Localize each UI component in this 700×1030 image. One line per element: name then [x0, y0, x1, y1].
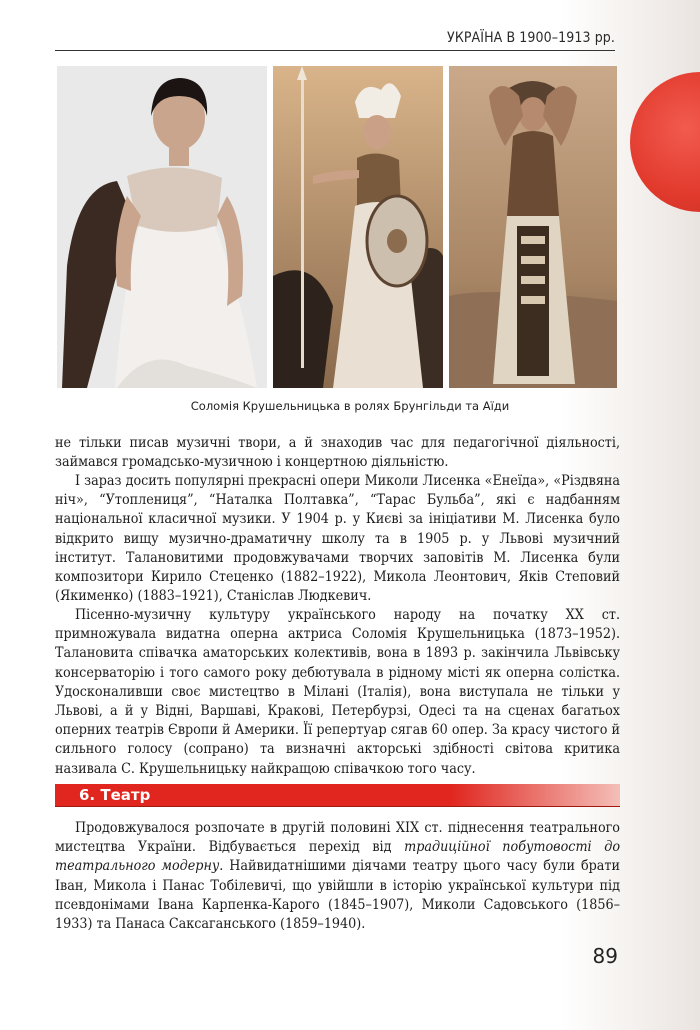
photo-aida-role	[449, 66, 617, 388]
decorative-red-disc	[630, 72, 700, 212]
paragraph-krushelnytska: Пісенно-музичну культуру українського народу на початку ХХ ст. примножувала видатна оперна актриса Соломія Крушельницька (1873–1952). Талановита співачка аматорських колективів, вона в 1893 р. закінчила Львівську консерваторію і того самого року дебютувала в рідному місті як оперна солістка. Удосконаливши своє мистецтво в Мілані (Італія), вона виступала не тільки у Львові, а й у Відні, Варшаві, Кракові, Петербурзі, Одесі та на сценах багатьох оперних театрів Європи й Америки. Її репертуар сягав 60 опер. За красу чистого й сильного голосу (сопрано) та визначні акторські здібності світова критика називала С. Крушельницьку найкращою співачкою того часу.	[55, 607, 620, 777]
running-head: УКРАЇНА В 1900–1913 рр.	[447, 30, 615, 46]
photo-portrait-seated	[57, 66, 267, 388]
paragraph-continuation: не тільки писав музичні твори, а й знаходив час для педагогічної діяльності, займався громадсько-музичною і концертною діяльністю.	[55, 435, 620, 471]
paragraph-theatre-part-a: Продовжувалося розпочате в другій половині ХІХ ст. піднесення театрального мистецтва України. Відбувається перехід від	[55, 820, 620, 856]
photo-brunhilde-role	[273, 66, 443, 388]
header-rule	[55, 50, 615, 51]
page-number: 89	[592, 944, 618, 968]
photo-figure	[57, 66, 617, 388]
paragraph-theatre-italic: традиційної побутовості до театрального модерну	[55, 839, 621, 875]
paragraph-theatre	[55, 819, 620, 934]
figure-caption: Соломія Крушельницька в ролях Брунгільди та Аїди	[190, 399, 510, 413]
section-title: 6. Театр	[79, 786, 151, 804]
paragraph-theatre-part-b: . Найвидатнішими діячами театру цього часу були брати Іван, Микола і Панас Тобілевичі, що увійшли в історію української культури під псевдонімами Івана Карпенка-Карого (1845–1907), Миколи Садовського (1856–1933) та Панаса Саксаганського (1859–1940).	[55, 858, 620, 933]
section-heading-bar	[55, 784, 620, 807]
paragraph-lysenko-operas: І зараз досить популярні прекрасні опери Миколи Лисенка «Енеїда», «Різдвяна ніч», “Утоплениця”, “Наталка Полтавка”, “Тарас Бульба”, які є надбанням національної класичної музики. У 1904 р. у Києві за ініціативи М. Лисенка було відкрито вищу музично-драматичну школу та в 1905 р. у Львові музичний інститут. Талановитими продовжувачами творчих заповітів М. Лисенка були композитори Кирило Стеценко (1882–1922), Микола Леонтович, Яків Степовий (Якименко) (1883–1921), Станіслав Людкевич.	[55, 473, 620, 605]
